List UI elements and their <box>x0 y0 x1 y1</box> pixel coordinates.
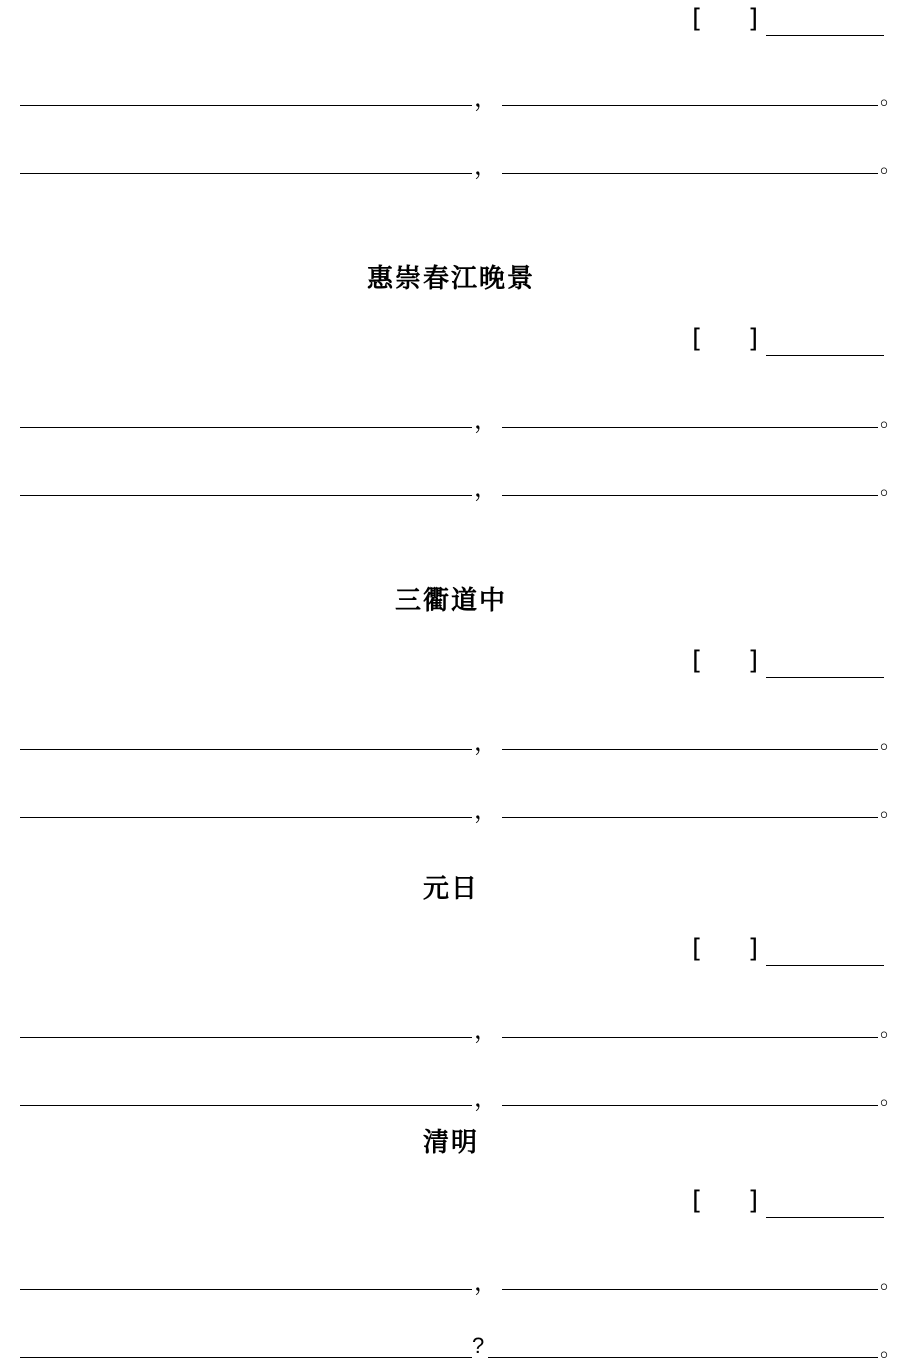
verse-blank-first-half[interactable] <box>20 1289 472 1290</box>
dynasty-author-field <box>690 646 890 680</box>
bracket-open: [ <box>692 1186 703 1216</box>
verse-blank-first-half[interactable] <box>20 1037 472 1038</box>
period-punct: 。 <box>880 1269 902 1294</box>
verse-blank-second-half[interactable] <box>502 427 878 428</box>
verse-blank-first-half[interactable] <box>20 1105 472 1106</box>
bracket-close: ] <box>748 934 759 964</box>
verse-line <box>0 148 902 178</box>
comma-punct: ， <box>474 796 498 824</box>
bracket-open: [ <box>692 324 703 354</box>
poem-title: 三衢道中 <box>394 586 507 616</box>
verse-blank-first-half[interactable] <box>20 173 472 174</box>
verse-blank-second-half[interactable] <box>502 105 878 106</box>
verse-blank-first-half[interactable] <box>20 817 472 818</box>
verse-line <box>0 80 902 110</box>
verse-blank-second-half[interactable] <box>502 1037 878 1038</box>
period-punct: 。 <box>880 153 902 178</box>
bracket-close: ] <box>748 4 759 34</box>
poem-title: 清明 <box>422 1128 479 1158</box>
bracket-close: ] <box>748 324 759 354</box>
author-blank[interactable] <box>766 677 884 678</box>
verse-blank-first-half[interactable] <box>20 105 472 106</box>
bracket-open: [ <box>692 934 703 964</box>
comma-punct: ， <box>474 152 498 180</box>
question-mark-punct: ? <box>472 1333 485 1358</box>
verse-line <box>0 1012 902 1042</box>
verse-blank-second-half[interactable] <box>502 1289 878 1290</box>
comma-punct: ， <box>474 728 498 756</box>
verse-blank-second-half[interactable] <box>502 1105 878 1106</box>
comma-punct: ， <box>474 1016 498 1044</box>
comma-punct: ， <box>474 84 498 112</box>
period-punct: 。 <box>880 797 902 822</box>
bracket-open: [ <box>692 646 703 676</box>
comma-punct: ， <box>474 406 498 434</box>
dynasty-author-field <box>690 934 890 968</box>
author-blank[interactable] <box>766 965 884 966</box>
period-punct: 。 <box>880 407 902 432</box>
verse-blank-second-half[interactable] <box>502 749 878 750</box>
period-punct: 。 <box>880 1017 902 1042</box>
period-punct: 。 <box>880 729 902 754</box>
poem-title: 元日 <box>422 874 479 904</box>
verse-blank-first-half[interactable] <box>20 427 472 428</box>
verse-blank-second-half[interactable] <box>488 1357 878 1358</box>
dynasty-author-field <box>690 324 890 358</box>
dynasty-author-field <box>690 4 890 38</box>
bracket-open: [ <box>692 4 703 34</box>
period-punct: 。 <box>880 1337 902 1362</box>
verse-line <box>0 1332 902 1362</box>
verse-line <box>0 792 902 822</box>
author-blank[interactable] <box>766 35 884 36</box>
verse-blank-first-half[interactable] <box>20 495 472 496</box>
poem-title: 惠崇春江晚景 <box>366 264 535 294</box>
author-blank[interactable] <box>766 1217 884 1218</box>
bracket-close: ] <box>748 646 759 676</box>
verse-blank-second-half[interactable] <box>502 495 878 496</box>
verse-blank-second-half[interactable] <box>502 173 878 174</box>
verse-line <box>0 402 902 432</box>
verse-line <box>0 470 902 500</box>
author-blank[interactable] <box>766 355 884 356</box>
comma-punct: ， <box>474 474 498 502</box>
comma-punct: ， <box>474 1268 498 1296</box>
verse-blank-first-half[interactable] <box>20 749 472 750</box>
period-punct: 。 <box>880 475 902 500</box>
verse-blank-second-half[interactable] <box>502 817 878 818</box>
verse-line <box>0 1080 902 1110</box>
period-punct: 。 <box>880 85 902 110</box>
period-punct: 。 <box>880 1085 902 1110</box>
verse-line <box>0 1264 902 1294</box>
verse-line <box>0 724 902 754</box>
dynasty-author-field <box>690 1186 890 1220</box>
verse-blank-first-half[interactable] <box>20 1357 472 1358</box>
comma-punct: ， <box>474 1084 498 1112</box>
bracket-close: ] <box>748 1186 759 1216</box>
